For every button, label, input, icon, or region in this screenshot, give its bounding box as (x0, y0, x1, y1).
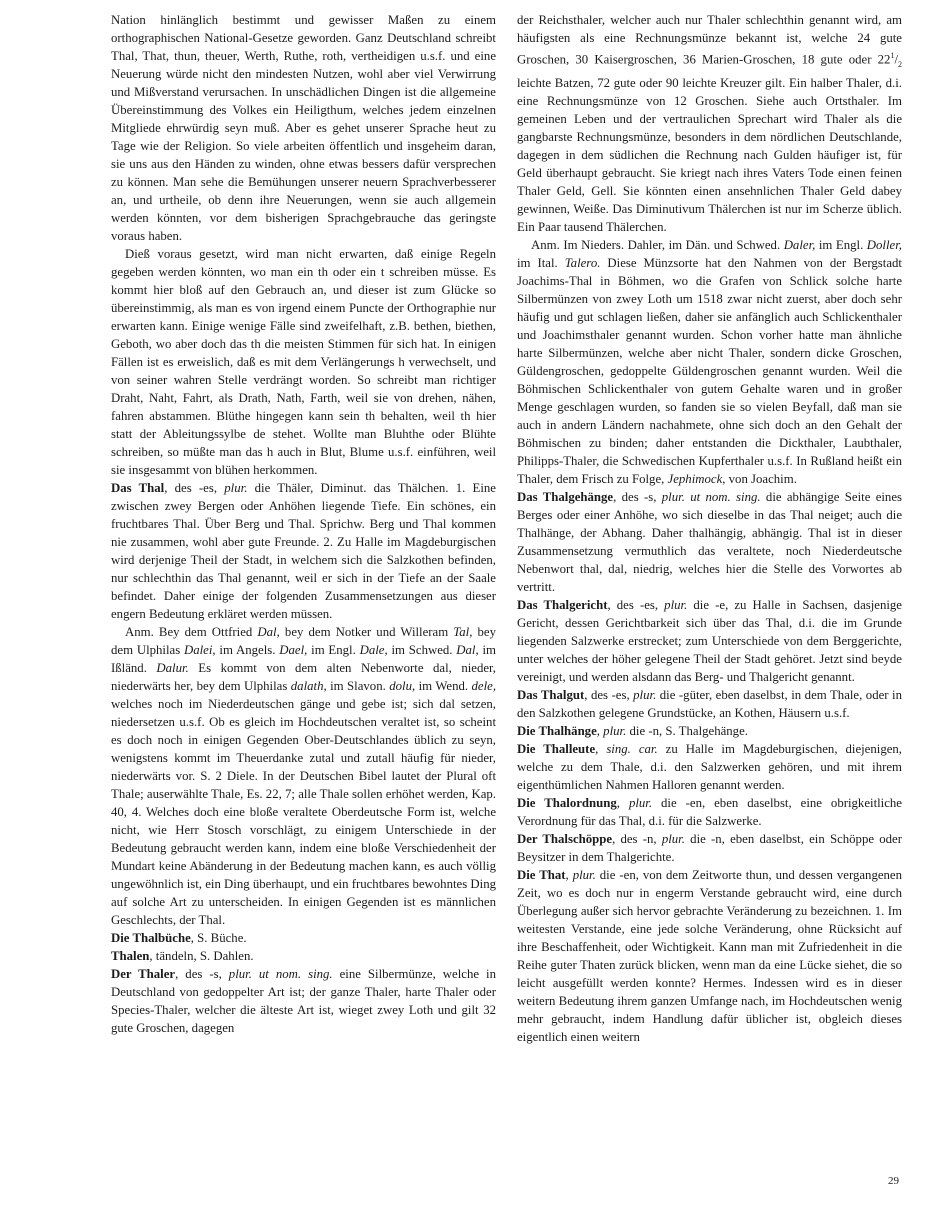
text-run: die -güter, eben daselbst, in dem Thale, oder in den Salzkothen gelegene Grundstücke, an Kothen, Häusern u.s.f. (517, 687, 902, 720)
italic-term: plur. (664, 597, 688, 612)
headword: Das Thalgericht (517, 597, 608, 612)
headword: Die Thalordnung (517, 795, 617, 810)
right-paragraph (517, 236, 902, 488)
italic-term: plur. (661, 831, 685, 846)
headword: Die Thalhänge (517, 723, 597, 738)
text-run: die -n, eben daselbst, ein Schöppe oder Beysitzer in dem Thalgerichte. (517, 831, 902, 864)
headword: Das Thal (111, 481, 165, 495)
italic-term: Dalei, (183, 643, 216, 657)
text-run: im Engl. (307, 643, 360, 657)
text-run: Es kommt von dem alten Nebenworte dal, nieder, niederwärts her, bey dem Ulphilas (111, 661, 496, 693)
left-paragraph (111, 623, 496, 929)
italic-term: Doller, (866, 237, 902, 252)
right-paragraph (517, 11, 902, 236)
italic-term: plur. (628, 795, 653, 810)
text-run: , des -n, (612, 831, 662, 846)
text-run: , tändeln, S. Dahlen. (149, 949, 254, 963)
left-paragraph (111, 245, 496, 479)
text-run: im Ißländ. (111, 643, 497, 675)
page-number: 29 (888, 1175, 899, 1187)
text-run: die -en, eben daselbst, eine obrigkeitliche Verordnung für das Thal, d.i. für die Salzwerke. (517, 795, 902, 828)
headword: Thalen (111, 949, 150, 963)
text-run: Dieß voraus gesetzt, wird man nicht erwarten, daß einige Regeln gegeben werden könnten, wo man ein th oder ein t schreiben müsse. Es kommt hier bloß auf den Gebrauch an, und dieser ist zum Glücke so übereinstimmig, als man es von irgend einem Puncte der Orthographie nur erwarten kann. Einige wenige Fälle sind zweifelhaft, z.B. bethen, biethen, Geboth, wo aber doch das th die meisten Stimmen für sich hat. In einigen Fällen ist es erweislich, daß es mit dem Verlängerungs h verwechselt, und von seiner wahren Stelle verdrängt worden. So schreibt man richtiger Draht, Naht, Fahrt, als Drath, Nath, Farth, weil sie von drehen, nähen, fahren abstammen. Blüthe hingegen kann sein th behalten, weil th hier statt der Ableitungssylbe de stehet. Wollte man Bluhthe oder Blühte schreiben, so müßte man das h auch in Blut, Blume u.s.f. einführen, weil sie insgesammt von blühen herkommen. (111, 247, 496, 477)
text-run: Anm. Im Nieders. Dahler, im Dän. und Schwed. (531, 237, 784, 252)
text-run: die abhängige Seite eines Berges oder einer Anhöhe, wo sich dieselbe in das Thal neiget; auch die Thalhänge, der Abhang. Daher thalhängig, abhängig. Thal ist in dieser Zusammensetzung vermuthlich das veraltete, noch Niederdeutsche Nebenwort thal, dal, niedrig, welches hier die Stelle des Vorwortes ab vertritt. (517, 489, 902, 594)
italic-term: plur. ut nom. sing. (661, 489, 761, 504)
headword: Der Thaler (111, 967, 176, 981)
left-paragraph (111, 929, 496, 947)
right-paragraph (517, 794, 902, 830)
right-paragraph (517, 740, 902, 794)
italic-term: plur. (572, 867, 596, 882)
headword: Die That (517, 867, 566, 882)
right-paragraph (517, 722, 902, 740)
text-run: , des -es, (164, 481, 225, 495)
text-run: im Schwed. (387, 643, 457, 657)
headword: Das Thalgut (517, 687, 585, 702)
text-run: im Ital. (517, 255, 565, 270)
italic-term: plur. (224, 481, 248, 495)
text-run: im Slavon. (326, 679, 390, 693)
right-paragraph (517, 686, 902, 722)
text-run: welches noch im Niederdeutschen gänge und gebe ist; sich dal setzen, niedersetzen u.s.f. Ob es gleich im Hochdeutschen veraltet ist, so scheint es doch noch in einigen Gegenden Ober-Deutschlandes üblich zu seyn, wenigstens kommt im Theuerdanke zutal und zutall häufig für nieder, niederwärts vor. S. 2 Diele. In der Deutschen Bibel lautet der Plural oft Thale; auserwählte Thale, Es. 22, 7; alle Thale sollen erhöhet werden, Kap. 40, 4. Welches doch eine bloße veraltete Oberdeutsche Form ist, welche nicht, wie Herr Stosch vorschlägt, zu einigem Unterschiede in der Bedeutung gebraucht werden kann, indem eine bloße Verschiedenheit der Mundart keine Abänderung in der Bedeutung machen kann, es auch völlig ungewöhnlich ist, ein Ding überhaupt, und ein fruchtbares bewohntes Ding auf solche Art zu unterscheiden. In einigen Gegenden ist es männlichen Geschlechts, der Thal. (111, 697, 496, 927)
right-paragraph (517, 830, 902, 866)
text-run: im Angels. (215, 643, 280, 657)
text-run: die -e, zu Halle in Sachsen, dasjenige Gericht, dessen Gerichtbarkeit sich über das Thal, d.i. die im Grunde liegenden Salzwerke erstrecket; zum Unterschiede von dem Berggerichte, unter welches der höher gelegene Theil der Stadt gehöret. Jetzt sind beyde vereinigt, und werden alsdann das Berg- und Thalgericht genannt. (517, 597, 902, 684)
text-run: , (595, 741, 607, 756)
headword: Der Thalschöppe (517, 831, 613, 846)
italic-term: sing. car. (606, 741, 658, 756)
text-run: Diese Münzsorte hat den Nahmen von der Bergstadt Joachims-Thal in Böhmen, wo die Grafen von Schlick solche harte Silbermünzen von zwey Loth um 1518 zwar nicht zuerst, aber doch sehr häufig und gut schlagen ließen, daher sie anfänglich auch Schlickenthaler und Joachimsthaler genannt wurden. Schon vorher hatte man ähnliche harte Silbermünzen, welche aber nicht Thaler, sondern dicke Groschen, Güldengroschen, gedoppelte Güldengroschen genannt wurden. Weil die Böhmischen Schlickenthaler von gutem Gehalte waren und in großer Menge geschlagen wurden, so fanden sie so vielen Beyfall, daß man sie auch in andern Ländern nachahmete, ohne sich doch an den Gehalt der Böhmischen zu binden; daher entstanden die Dickthaler, Laubthaler, Philipps-Thaler, die Schwedischen Kupferthaler u.s.f. In Rußland heißt ein Thaler, dem Frisch zu Folge, (517, 255, 902, 486)
text-run: die -n, S. Thalgehänge. (626, 723, 748, 738)
right-column (517, 11, 902, 1046)
text-run: bey dem Notker und Willeram (279, 625, 454, 639)
fraction-part: 1 (890, 51, 895, 60)
right-paragraph (517, 596, 902, 686)
text-run: der Reichsthaler, welcher auch nur Thaler schlechthin genannt wird, am häufigsten als eine Rechnungsmünze bekannt ist, welche 24 gute Groschen, 30 Kaisergroschen, 36 Marien-Groschen, 18 gute oder 22 (517, 13, 902, 67)
text-run: , des -es, (584, 687, 634, 702)
headword: Die Thalleute (517, 741, 596, 756)
text-run: , des -es, (607, 597, 665, 612)
fraction-part: 2 (898, 59, 902, 69)
text-run: , des -s, (613, 489, 662, 504)
text-run: im Wend. (415, 679, 472, 693)
italic-term: Dal, (257, 625, 280, 639)
text-run: , S. Büche. (190, 931, 247, 945)
italic-term: Tal, (453, 625, 473, 639)
text-run: die Thäler, Diminut. das Thälchen. 1. Eine zwischen zwey Bergen oder Anhöhen liegende Tiefe. Ein schönes, ein fruchtbares Thal. Über Berg und Thal. Sprichw. Berg und Thal kommen nie zusammen, wohl aber gute Freunde. 2. Zu Halle im Magdeburgischen wird derjenige Theil der Stadt, in welchem sich die Salzkothen befinden, nur schlechthin das Thal genannt, weil er sich in der Tiefe an der Saale befindet. Daher einige der folgenden Zusammensetzungen aus dieser engern Bedeutung erkläret werden müssen. (111, 481, 496, 621)
text-run: eine Silbermünze, welche in Deutschland von gedoppelter Art ist; der ganze Thaler, harte Thaler oder Species-Thaler, welcher die älteste Art ist, wieget zwey Loth und gilt 32 gute Groschen, dagegen (111, 967, 496, 1035)
italic-term: plur. (633, 687, 657, 702)
text-run: , (616, 795, 629, 810)
text-run: leichte Batzen, 72 gute oder 90 leichte Kreuzer gilt. Ein halber Thaler, d.i. eine Rechnungsmünze von 12 Groschen. Siehe auch Ortsthaler. Im gemeinen Leben und der vertraulichen Sprechart wird Thaler als die gangbarste Rechnungsmünze, besonders in dem nördlichen Deutschlande, dagegen in dem südlichen die Rechnung nach Gulden häufiger ist, für Geld überhaupt gebraucht. Sie kriegt nach ihres Vaters Tode einen feinen Thaler Geld, Gell. Sie könnten einen ansehnlichen Thaler Geld dabey gewinnen, Weiße. Das Diminutivum Thälerchen ist nur im Scherze üblich. Ein Paar tausend Thälerchen. (517, 75, 902, 234)
italic-term: Dal, (456, 643, 479, 657)
left-paragraph (111, 947, 496, 965)
italic-term: Talero. (564, 255, 601, 270)
headword: Die Thalbüche (111, 931, 191, 945)
left-column (111, 11, 496, 1037)
text-run: Nation hinlänglich bestimmt und gewisser Maßen zu einem orthographischen National-Gesetze geworden. Ganz Deutschland schreibt Thal, That, thun, theuer, Werth, Ruthe, roth, vertheidigen u.s.f. und eine Neuerung würde nicht den mindesten Nutzen, wohl aber viel Verwirrung und Mißverstand verursachen. In unschädlichen Dingen ist die allgemeine Übereinstimmung des Volkes ein Heiligthum, welches jedem einzelnen Mitgliede ehrwürdig seyn muß. Aber es gehet unserer Sprache heut zu Tage wie der Religion. So viele arbeiten öffentlich und insgeheim daran, sie uns aus den Händen zu winden, ohne etwas bessers dafür versprechen zu können. Man sehe die Bemühungen unserer neuern Sprachverbesserer an, und urtheile, ob denn ihre Neuerungen, wenn sie auch allgemein werden könnten, vor dem bisherigen Sprachgebrauche das geringste voraus haben. (111, 13, 496, 243)
text-run: zu Halle im Magdeburgischen, diejenigen, welche zu dem Thale, d.i. den Salzwerken gehören, und mit ihrem eigenthümlichen Nahmen Halloren genannt werden. (517, 741, 902, 792)
italic-term: Dalur. (156, 661, 189, 675)
left-paragraph (111, 479, 496, 623)
italic-term: Dael, (279, 643, 308, 657)
text-run: , (596, 723, 604, 738)
italic-term: Daler, (783, 237, 816, 252)
italic-term: dalath, (290, 679, 327, 693)
left-paragraph (111, 11, 496, 245)
italic-term: Dale, (359, 643, 388, 657)
italic-term: dolu, (389, 679, 416, 693)
italic-term: dele, (471, 679, 497, 693)
text-run: , des -s, (175, 967, 229, 981)
italic-term: Jephimock, (667, 471, 726, 486)
text-run: / (894, 52, 898, 67)
text-run: Anm. Bey dem Ottfried (125, 625, 258, 639)
italic-term: plur. ut nom. sing. (228, 967, 333, 981)
headword: Das Thalgehänge (517, 489, 614, 504)
italic-term: plur. (603, 723, 627, 738)
text-run: von Joachim. (725, 471, 797, 486)
left-paragraph (111, 965, 496, 1037)
text-run: , (565, 867, 573, 882)
text-run: die -en, von dem Zeitworte thun, und dessen vergangenen Zeit, wo es doch nur in engerm Verstande gebraucht wird, eine durch Überlegung außer sich hervor gebrachte Veränderung zu bezeichnen. 1. Im weitesten Verstande, eine jede solche Veränderung, ohne Rücksicht auf ihre Beschaffenheit, oder Wichtigkeit. Kann man mit Zufriedenheit in die Reihe guter Thaten zurück blicken, wenn man da eine Lücke siehet, die so leicht ausgefüllt werden konnte? Hermes. Indessen wird es in dieser weitern Bedeutung ihrem ganzen Umfange nach, im Hochdeutschen wenig mehr gebraucht, indem Handlung dafür üblicher ist, obgleich dieses eigentlich einen weitern (517, 867, 903, 1044)
text-run: im Engl. (815, 237, 867, 252)
right-paragraph (517, 488, 902, 596)
right-paragraph (517, 866, 902, 1046)
text-run: bey dem Ulphilas (111, 625, 496, 657)
